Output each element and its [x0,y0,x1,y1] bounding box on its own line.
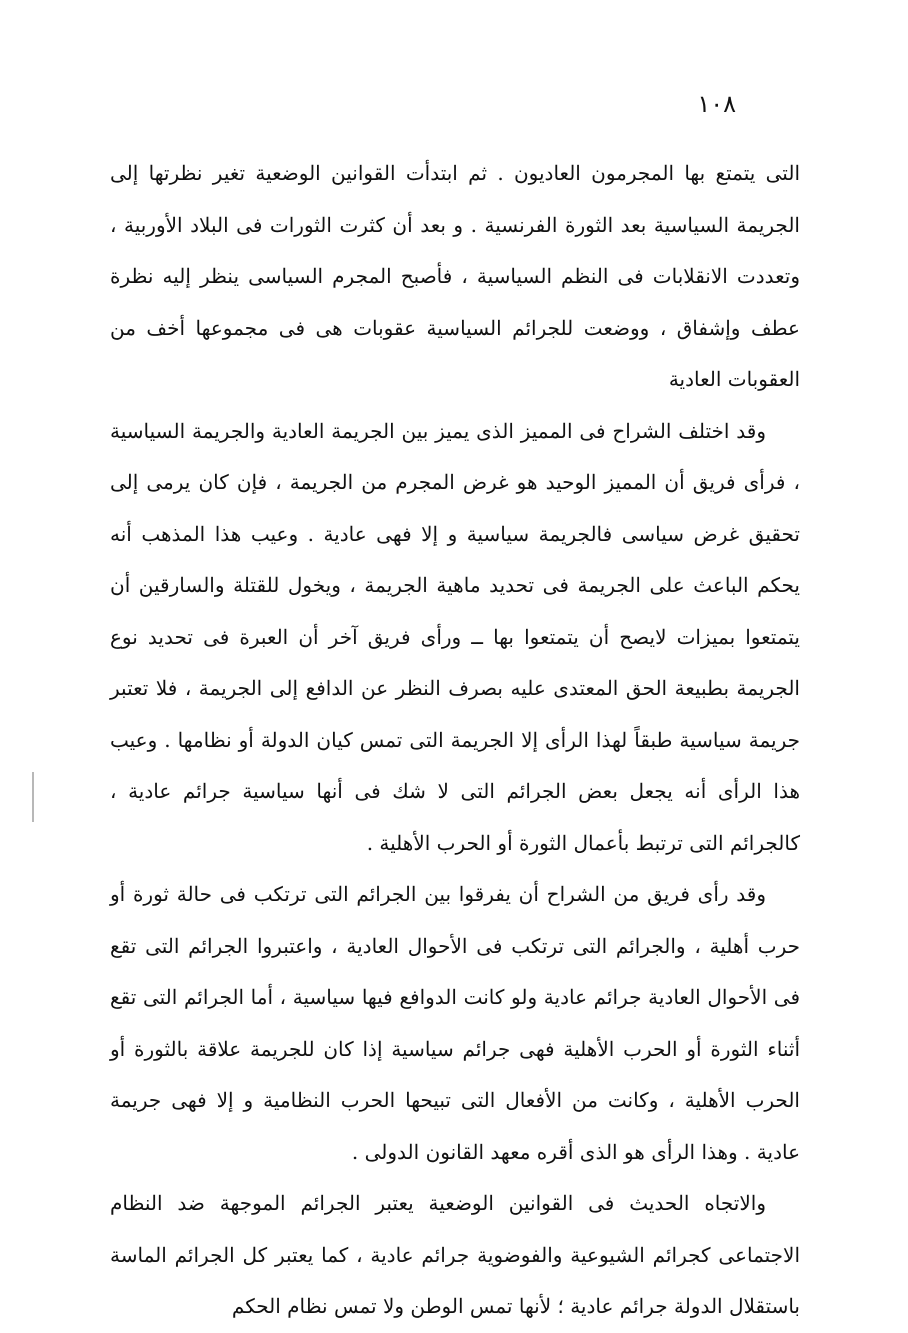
paragraph-3: وقد رأى فريق من الشراح أن يفرقوا بين الجرائم التى ترتكب فى حالة ثورة أو حرب أهلية ، والجرائم التى ترتكب فى الأحوال العادية ، واعتبروا الجرائم التى تقع فى الأحوال العادية جرائم عادية ولو كانت الدوافع فيها سياسية ، أما الجرائم التى تقع أثناء الثورة أو الحرب الأهلية فهى جرائم سياسية إذا كان للجريمة علاقة بالثورة أو الحرب الأهلية ، وكانت من الأفعال التى تبيحها الحرب النظامية و إلا فهى جريمة عادية . وهذا الرأى هو الذى أقره معهد القانون الدولى . [110,882,800,1164]
body-text [110,148,800,1333]
page-number: ١٠٨ [697,90,736,118]
paragraph-2: وقد اختلف الشراح فى المميز الذى يميز بين الجريمة العادية والجريمة السياسية ، فرأى فريق أن المميز الوحيد هو غرض المجرم من الجريمة ، فإن كان يرمى إلى تحقيق غرض سياسى فالجريمة سياسية و إلا فهى عادية . وعيب هذا المذهب أنه يحكم الباعث على الجريمة فى تحديد ماهية الجريمة ، ويخول للقتلة والسارقين أن يتمتعوا بميزات لايصح أن يتمتعوا بها ــ ورأى فريق آخر أن العبرة فى تحديد نوع الجريمة بطبيعة الحق المعتدى عليه بصرف النظر عن الدافع إلى الجريمة ، فلا تعتبر جريمة سياسية طبقاً لهذا الرأى إلا الجريمة التى تمس كيان الدولة أو نظامها . وعيب هذا الرأى أنه يجعل بعض الجرائم التى لا شك فى أنها سياسية جرائم عادية ، كالجرائم التى ترتبط بأعمال الثورة أو الحرب الأهلية . [110,418,800,855]
paragraph-1: التى يتمتع بها المجرمون العاديون . ثم ابتدأت القوانين الوضعية تغير نظرتها إلى الجريمة السياسية بعد الثورة الفرنسية . و بعد أن كثرت الثورات فى البلاد الأوربية ، وتعددت الانقلابات فى النظم السياسية ، فأصبح المجرم السياسى ينظر إليه نظرة عطف وإشفاق ، ووضعت للجرائم السياسية عقوبات هى فى مجموعها أخف من العقوبات العادية [110,161,800,391]
paragraph-4: والاتجاه الحديث فى القوانين الوضعية يعتبر الجرائم الموجهة ضد النظام الاجتماعى كجرائم الشيوعية والفوضوية جرائم عادية ، كما يعتبر كل الجرائم الماسة باستقلال الدولة جرائم عادية ؛ لأنها تمس الوطن ولا تمس نظام الحكم [110,1191,800,1318]
scan-edge-mark [32,772,34,822]
